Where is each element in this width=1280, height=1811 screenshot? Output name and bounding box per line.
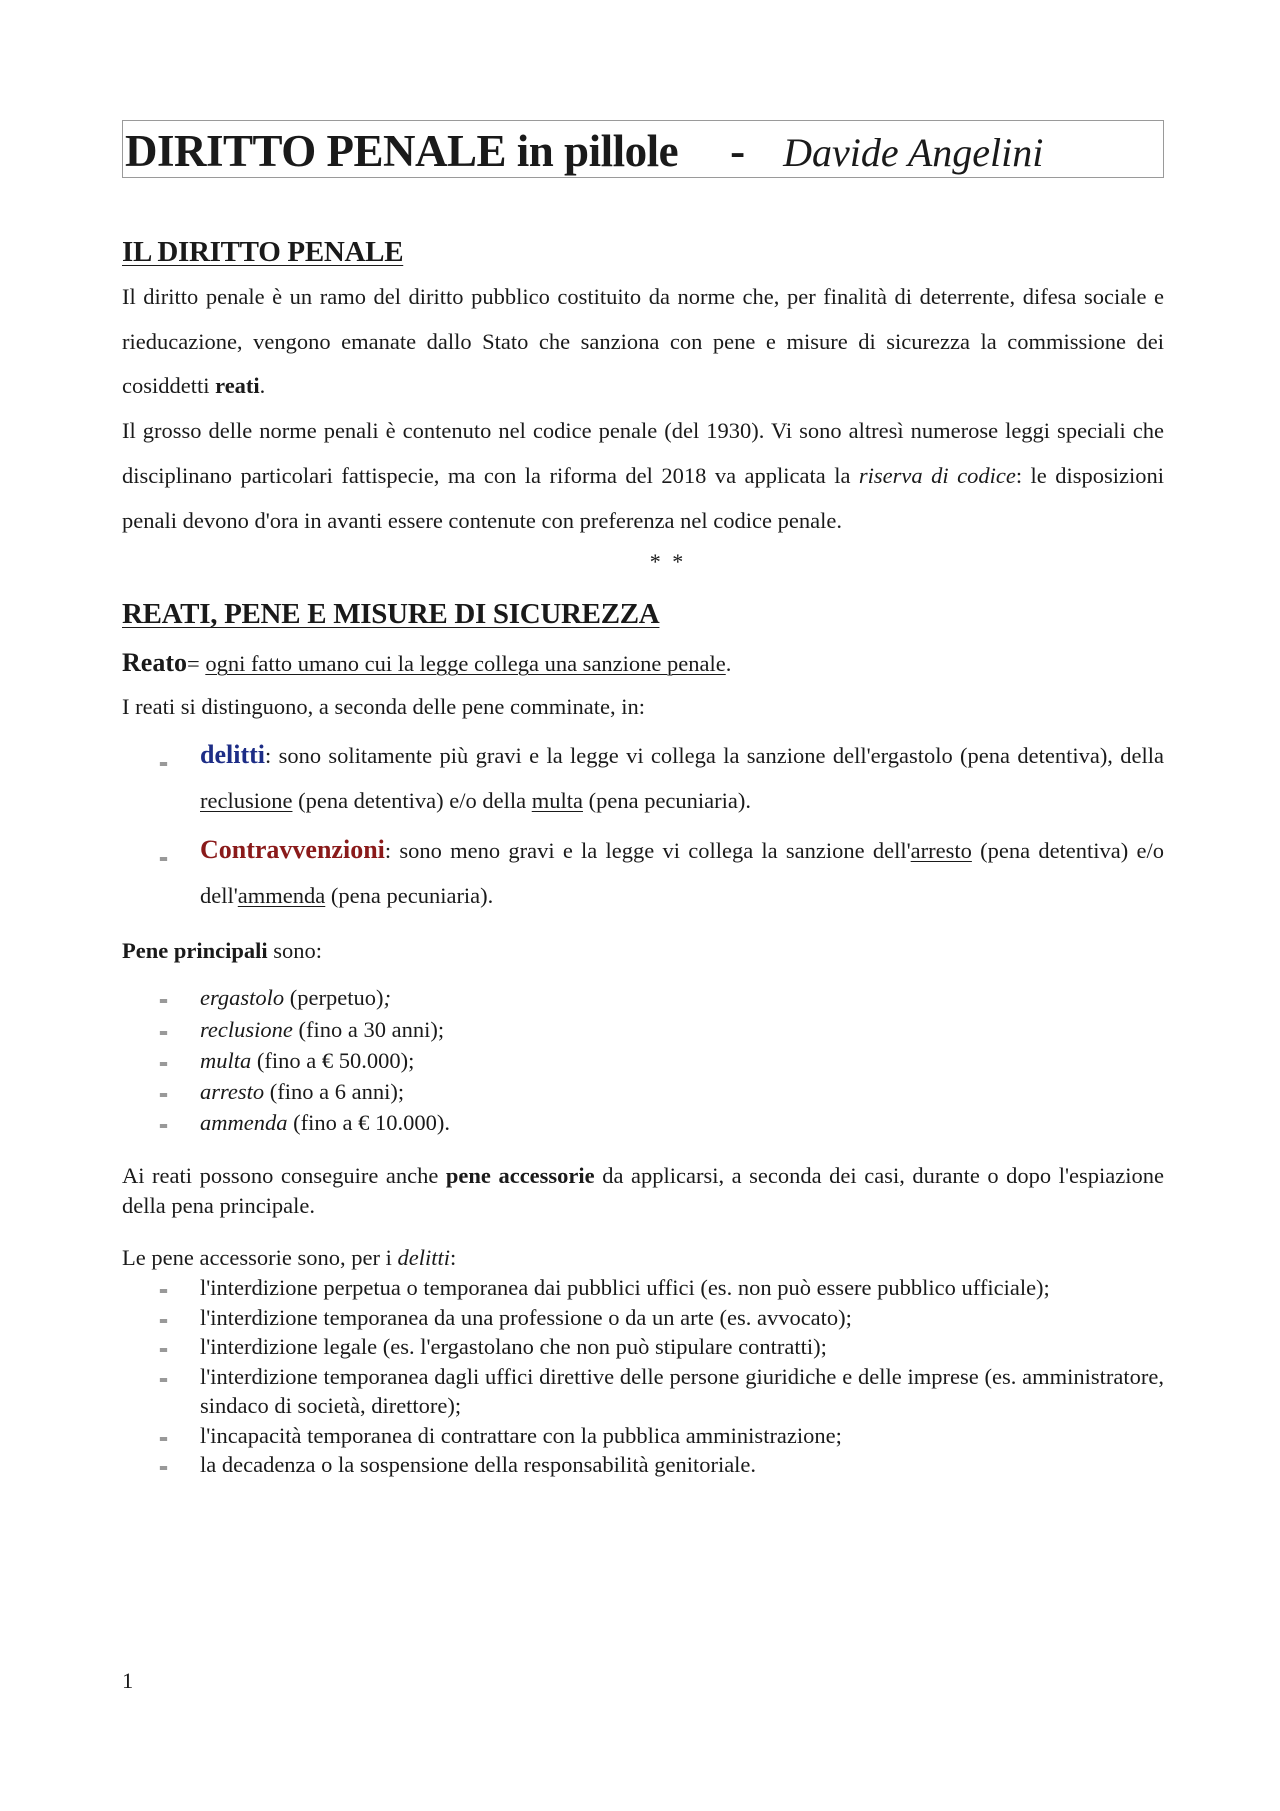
bullet-icon: ‗ [160,1018,167,1035]
bullet-icon: ‗ [160,1365,167,1382]
pena-detail: (fino a 6 anni); [264,1079,405,1105]
bullet-icon: ‗ [160,1277,167,1294]
riserva-italic: riserva di codice [858,462,1016,488]
list-item [122,1421,1164,1451]
section-heading-reati: REATI, PENE E MISURE DI SICUREZZA [122,598,660,631]
page-number: 1 [122,1668,134,1693]
reati-bold: reati [215,373,260,399]
bullet-icon: ‗ [160,1336,167,1353]
document-title: DIRITTO PENALE in pillole [125,126,679,176]
bullet-icon: ‗ [160,845,167,862]
item-text: : sono meno gravi e la legge vi collega la sanzione dell' [384,838,911,864]
pena-term: reclusione [200,1016,293,1042]
list-item [122,1332,1164,1362]
list-item [122,1303,1164,1333]
title-separator: - [730,126,746,176]
bullet-icon: ‗ [160,1049,167,1066]
item-text: l'interdizione legale (es. l'ergastolano che non può stipulare contratti); [200,1334,827,1360]
item-text: (pena pecuniaria). [582,788,752,814]
title-box [122,120,1164,178]
item-text: (pena pecuniaria). [325,883,494,909]
pena-detail: (fino a 30 anni); [292,1016,445,1042]
paragraph-text: : le disposizioni penali devono d'ora in avanti essere contenute con preferenza nel codice penale. [122,462,1164,533]
arresto-underlined: arresto [910,838,972,864]
bullet-icon: ‗ [160,1112,167,1129]
page-content [122,120,1164,1480]
section-heading-diritto-penale: IL DIRITTO PENALE [122,236,404,268]
item-text: l'interdizione temporanea dagli uffici direttive delle persone giuridiche e delle imprese (es. amministratore, sindaco di società, direttore); [200,1363,1164,1419]
reato-definition [122,647,1164,680]
contravvenzioni-term: Contravvenzioni [200,835,385,865]
list-item [122,1045,1164,1076]
colon: : [450,1245,457,1271]
list-item [122,1362,1164,1421]
paragraph-codice [122,409,1164,543]
item-text: l'interdizione temporanea da una professione o da un arte (es. avvocato); [200,1304,852,1330]
pene-principali-bold: Pene principali [122,938,268,964]
delitti-term: delitti [200,740,265,770]
item-text: (pena detentiva) e/o dell' [200,838,1164,909]
list-item-contravvenzioni [122,827,1164,918]
pena-term: arresto [200,1079,265,1105]
paragraph-text: Il diritto penale è un ramo del diritto pubblico costituito da norme che, per finalità di deterrente, difesa sociale e rieducazione, vengono emanate dallo Stato che sanziona con pene e misure di sicurezza la commissione dei cosiddetti [122,284,1164,399]
pena-detail: (fino a € 10.000). [287,1110,450,1136]
pena-end: ; [383,985,391,1011]
reclusione-underlined: reclusione [200,788,293,814]
bullet-icon: ‗ [160,987,167,1004]
bullet-icon: ‗ [160,750,167,767]
section-separator: * * [649,549,687,575]
pene-principali-heading [122,936,1164,966]
paragraph-text: Ai reati possono conseguire anche [122,1162,446,1188]
list-item [122,1107,1164,1138]
document-author: Davide Angelini [783,130,1044,175]
intro-text: Le pene accessorie sono, per i [122,1245,398,1271]
paragraph-pene-accessorie [122,1161,1164,1221]
pena-term: multa [200,1047,252,1073]
crime-categories-list [122,732,1164,918]
pena-detail: (perpetuo) [284,985,384,1011]
multa-underlined: multa [531,788,583,814]
bullet-icon: ‗ [160,1306,167,1323]
item-text: : sono solitamente più gravi e la legge vi collega la sanzione dell'ergastolo (pena detentiva), della [265,743,1164,769]
pene-accessorie-bold: pene accessorie [445,1162,595,1188]
item-text: (pena detentiva) e/o della [292,788,532,814]
pena-term: ergastolo [200,985,285,1011]
pene-principali-list [122,982,1164,1138]
paragraph-text: Il grosso delle norme penali è contenuto nel codice penale (del 1930). Vi sono altresì numerose leggi speciali che disciplinano particolari fattispecie, ma con la riforma del 2018 va applicata la [122,418,1164,488]
heading-rest: sono: [267,938,323,964]
list-item-delitti [122,732,1164,823]
pena-detail: (fino a € 50.000); [251,1047,415,1073]
list-item [122,1014,1164,1045]
pene-accessorie-list [122,1273,1164,1480]
pena-term: ammenda [200,1110,288,1136]
reato-term: Reato [122,648,187,678]
bullet-icon: ‗ [160,1081,167,1098]
reato-definition-text: ogni fatto umano cui la legge collega una sanzione penale [205,651,726,677]
accessorie-intro [122,1243,1164,1273]
delitti-italic: delitti [397,1245,451,1271]
item-text: la decadenza o la sospensione della responsabilità genitoriale. [200,1452,757,1478]
list-item [122,982,1164,1013]
bullet-icon: ‗ [160,1454,167,1471]
list-item [122,1273,1164,1303]
item-text: l'interdizione perpetua o temporanea dai pubblici uffici (es. non può essere pubblico ufficiale); [200,1275,1050,1301]
ammenda-underlined: ammenda [237,883,326,909]
paragraph-text: da applicarsi, a seconda dei casi, durante o dopo l'espiazione della pena principale. [122,1162,1164,1218]
paragraph-text: . [259,373,266,399]
list-item [122,1450,1164,1480]
distinction-line: I reati si distinguono, a seconda delle pene comminate, in: [122,694,645,720]
paragraph-definition [122,275,1164,409]
list-item [122,1076,1164,1107]
period: . [725,651,732,677]
equals-sign: = [186,651,206,677]
bullet-icon: ‗ [160,1424,167,1441]
item-text: l'incapacità temporanea di contrattare con la pubblica amministrazione; [200,1422,842,1448]
